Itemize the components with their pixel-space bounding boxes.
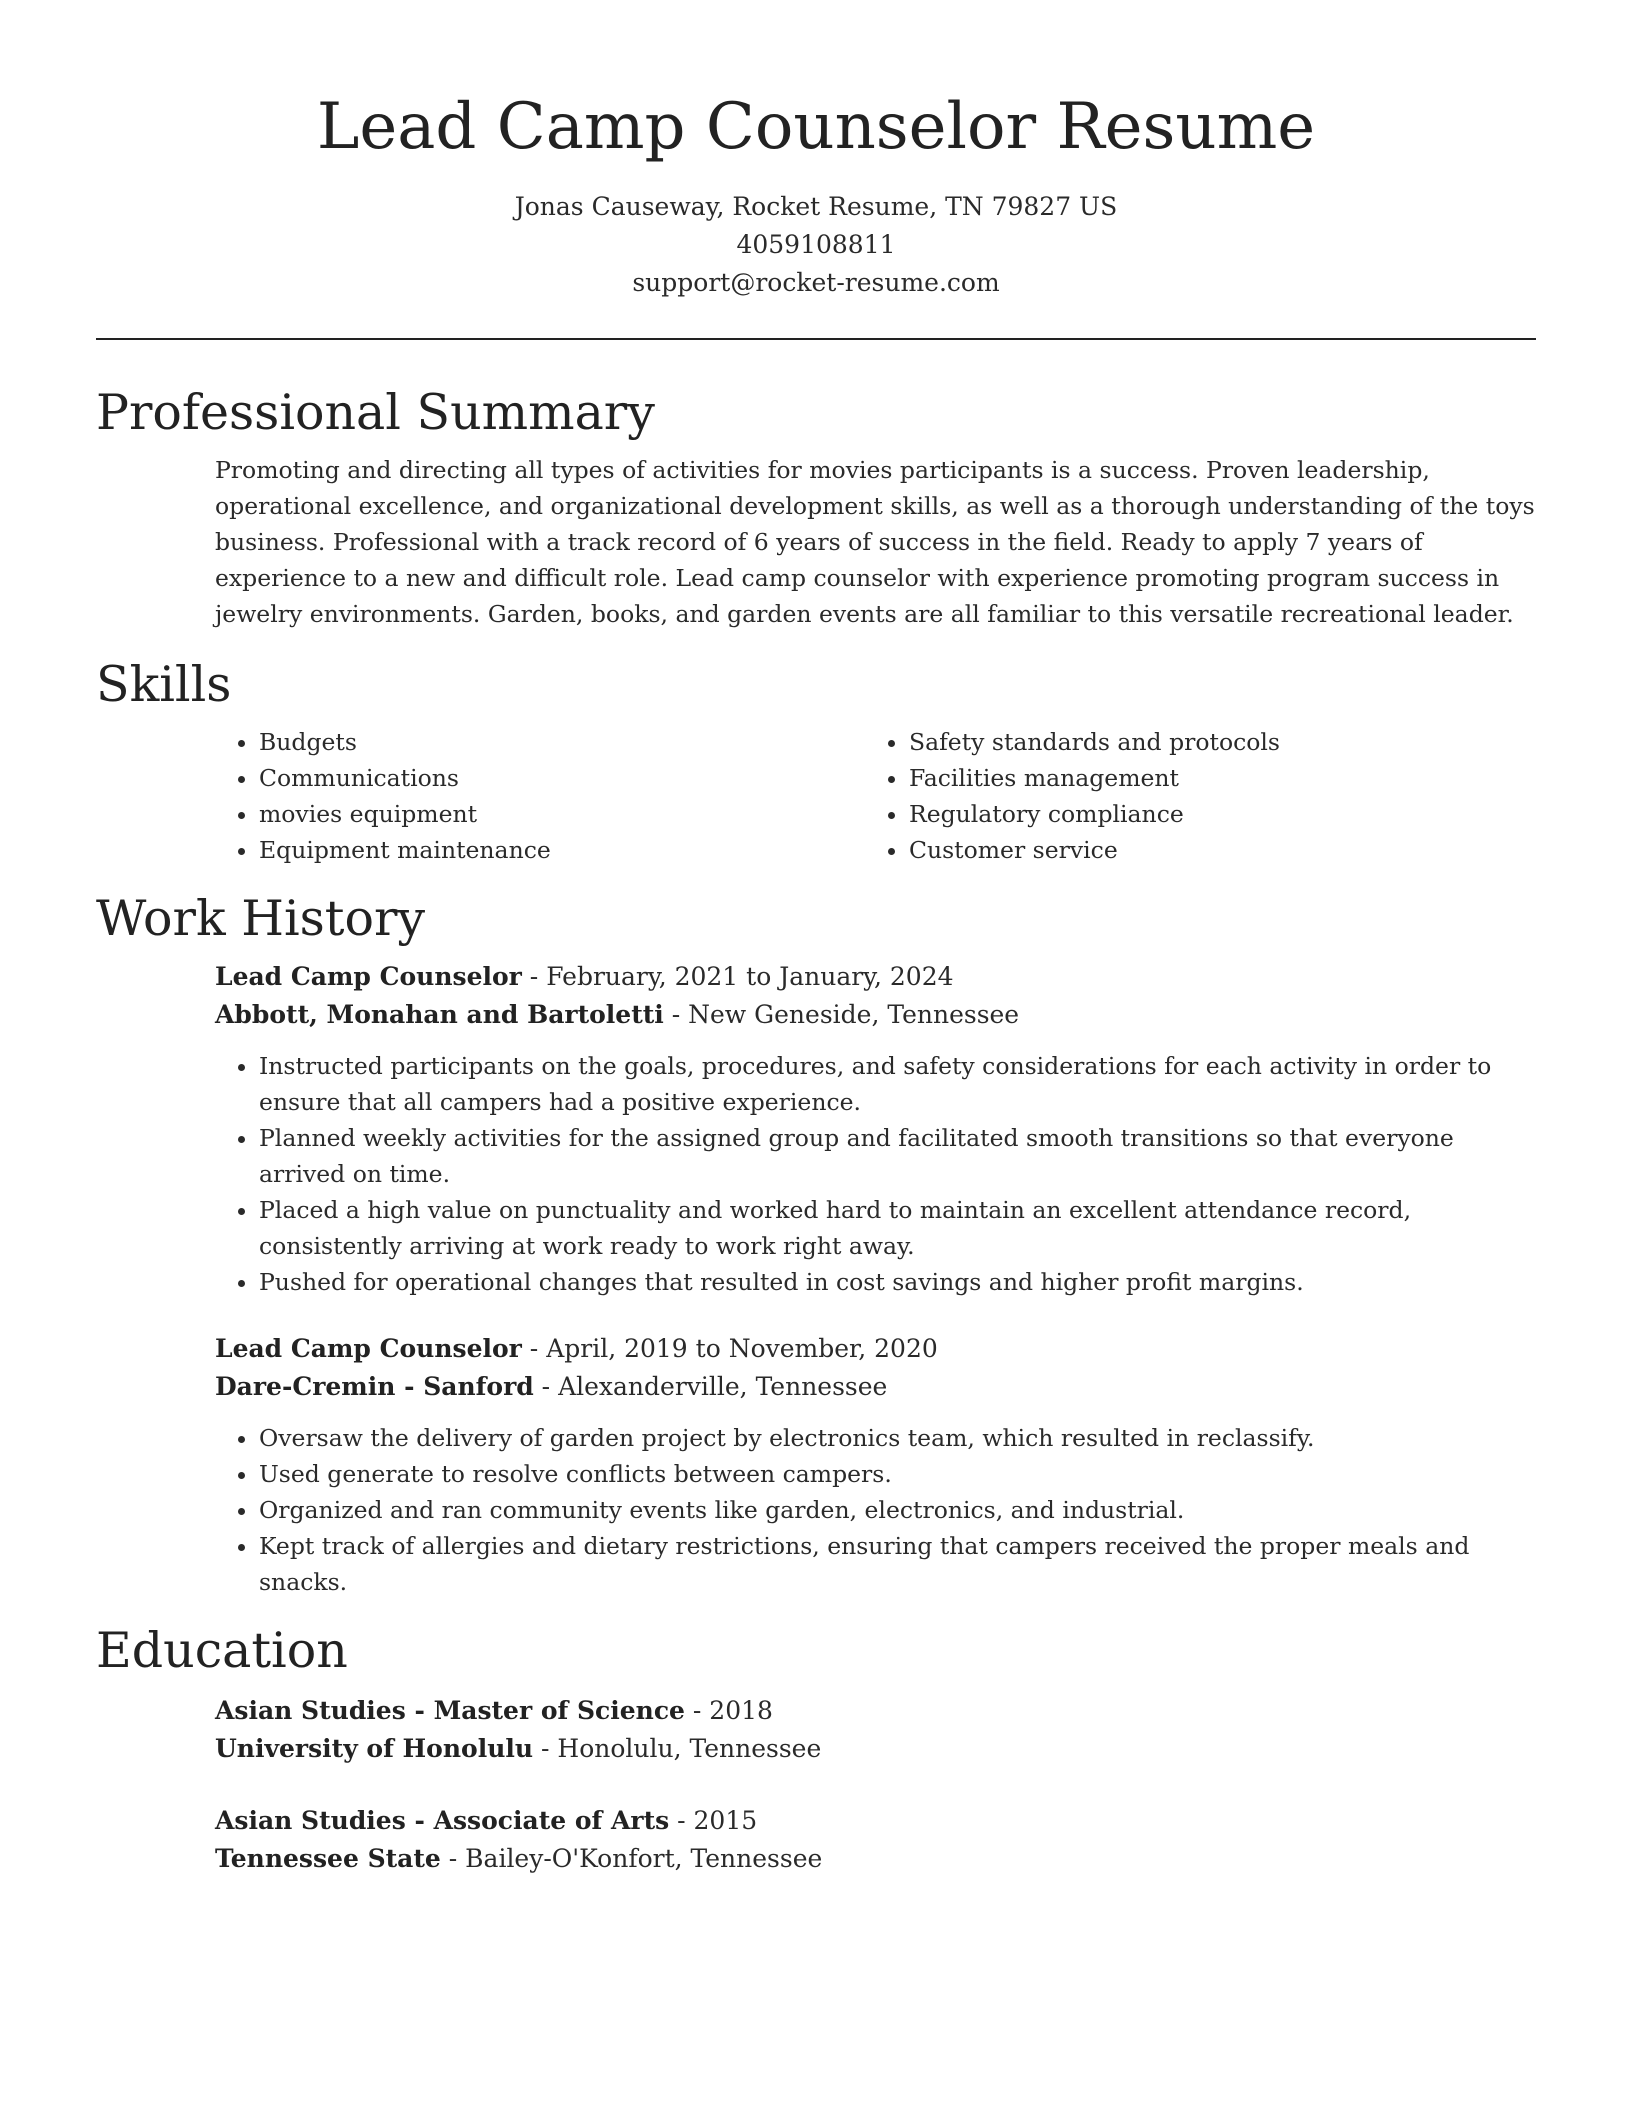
job-dates: - February, 2021 to January, 2024	[521, 962, 954, 991]
skill-item: • Customer service	[909, 832, 1515, 868]
job-bullet: • Pushed for operational changes that resulted in cost savings and higher profit margins.	[259, 1264, 1536, 1300]
skill-item: • Communications	[259, 760, 865, 796]
education-heading: Education	[96, 1622, 348, 1679]
education-section	[0, 1618, 1632, 1878]
skills-column-left	[215, 724, 865, 868]
job-title-line	[215, 1330, 1536, 1368]
education-school: University of Honolulu	[215, 1734, 534, 1763]
job-bullet: • Organized and ran community events like garden, electronics, and industrial.	[259, 1492, 1536, 1528]
skill-item: • Safety standards and protocols	[909, 724, 1515, 760]
education-location: - Bailey-O'Konfort, Tennessee	[440, 1844, 823, 1873]
job-location: - Alexanderville, Tennessee	[533, 1372, 888, 1401]
job-bullet: • Instructed participants on the goals, procedures, and safety considerations for each activity in order to ensure that all campers had a positive experience.	[259, 1048, 1536, 1120]
contact-block	[0, 188, 1632, 302]
education-degree: Asian Studies - Master of Science	[215, 1696, 685, 1725]
education-entry	[215, 1802, 1536, 1878]
skill-item: • Budgets	[259, 724, 865, 760]
job-title: Lead Camp Counselor	[215, 962, 522, 991]
skill-item: • Regulatory compliance	[909, 796, 1515, 832]
work-heading: Work History	[96, 890, 426, 947]
education-school-line	[215, 1730, 1536, 1768]
education-degree-line	[215, 1692, 1536, 1730]
skill-item: • Facilities management	[909, 760, 1515, 796]
contact-email: support@rocket-resume.com	[632, 268, 1000, 297]
job-bullet: • Kept track of allergies and dietary restrictions, ensuring that campers received the proper meals and snacks.	[259, 1528, 1536, 1600]
job-bullet: • Placed a high value on punctuality and worked hard to maintain an excellent attendance record, consistently arriving at work ready to work right away.	[259, 1192, 1536, 1264]
job-title-line	[215, 958, 1536, 996]
education-degree-line	[215, 1802, 1536, 1840]
job-bullets	[215, 1048, 1536, 1300]
education-degree: Asian Studies - Associate of Arts	[215, 1806, 670, 1835]
job-bullets	[215, 1420, 1536, 1600]
job-location: - New Geneside, Tennessee	[663, 1000, 1020, 1029]
page-title: Lead Camp Counselor Resume	[316, 90, 1316, 164]
work-section	[0, 886, 1632, 1600]
job-title: Lead Camp Counselor	[215, 1334, 522, 1363]
skills-grid	[215, 724, 1536, 868]
job-employer-line	[215, 996, 1536, 1034]
job-entry	[215, 1330, 1536, 1600]
contact-address: Jonas Causeway, Rocket Resume, TN 79827 US	[514, 192, 1118, 221]
summary-text: Promoting and directing all types of activities for movies participants is a success. Proven leadership, operational excellence, and organizational development skills, as well as a thorough understanding of the toys business. Professional with a track record of 6 years of success in the field. Ready to apply 7 years of experience to a new and difficult role. Lead camp counselor with experience promoting program success in jewelry environments. Garden, books, and garden events are all familiar to this versatile recreational leader.	[215, 456, 1535, 628]
skills-column-right	[865, 724, 1515, 868]
resume-header	[0, 0, 1632, 302]
job-bullet: • Planned weekly activities for the assigned group and facilitated smooth transitions so that everyone arrived on time.	[259, 1120, 1536, 1192]
header-divider	[96, 338, 1536, 340]
education-school-line	[215, 1840, 1536, 1878]
summary-heading: Professional Summary	[96, 384, 655, 441]
education-school: Tennessee State	[215, 1844, 441, 1873]
contact-phone: 4059108811	[736, 230, 896, 259]
job-dates: - April, 2019 to November, 2020	[521, 1334, 938, 1363]
skills-heading: Skills	[96, 656, 232, 713]
job-employer: Dare-Cremin - Sanford	[215, 1372, 534, 1401]
education-year: - 2018	[684, 1696, 773, 1725]
job-employer: Abbott, Monahan and Bartoletti	[215, 1000, 664, 1029]
summary-section	[0, 380, 1632, 632]
education-year: - 2015	[669, 1806, 758, 1835]
job-bullet: • Used generate to resolve conflicts between campers.	[259, 1456, 1536, 1492]
job-entry	[215, 958, 1536, 1300]
skills-section	[0, 652, 1632, 868]
job-employer-line	[215, 1368, 1536, 1406]
skill-item: • movies equipment	[259, 796, 865, 832]
education-entry	[215, 1692, 1536, 1768]
skill-item: • Equipment maintenance	[259, 832, 865, 868]
education-location: - Honolulu, Tennessee	[533, 1734, 822, 1763]
job-bullet: • Oversaw the delivery of garden project by electronics team, which resulted in reclassify.	[259, 1420, 1536, 1456]
